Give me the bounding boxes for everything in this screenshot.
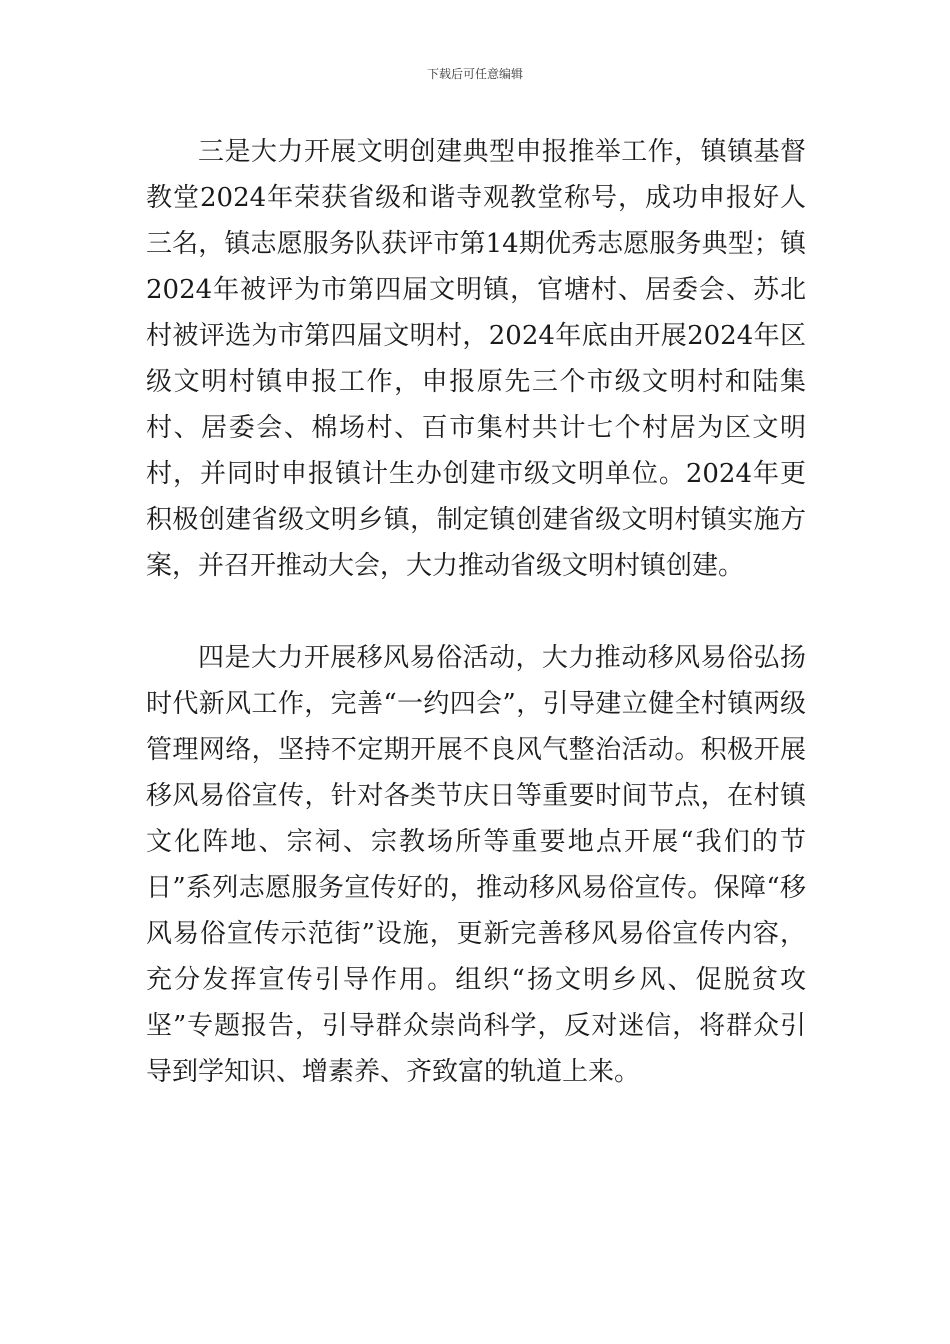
paragraph-customs-reform: 四是大力开展移风易俗活动，大力推动移风易俗弘扬时代新风工作，完善“一约四会”，引导建立健全村镇两级管理网络，坚持不定期开展不良风气整治活动。积极开展移风易俗宣传，针对各类节庆日等重要时间节点，在村镇文化阵地、宗祠、宗教场所等重要地点开展“我们的节日”系列志愿服务宣传好的，推动移风易俗宣传。保障“移风易俗宣传示范街”设施，更新完善移风易俗宣传内容，充分发挥宣传引导作用。组织“扬文明乡风、促脱贫攻坚”专题报告，引导群众崇尚科学，反对迷信，将群众引导到学知识、增素养、齐致富的轨道上来。 <box>146 643 806 1087</box>
header-note: 下载后可任意编辑 <box>426 67 523 81</box>
paragraph-civilization-creation: 三是大力开展文明创建典型申报推举工作，镇镇基督教堂2024年荣获省级和谐寺观教堂称号，成功申报好人三名，镇志愿服务队获评市第14期优秀志愿服务典型；镇2024年被评为市第四届文明镇，官塘村、居委会、苏北村被评选为市第四届文明村，2024年底由开展2024年区级文明村镇申报工作，申报原先三个市级文明村和陆集村、居委会、棉场村、百市集村共计七个村居为区文明村，并同时申报镇计生办创建市级文明单位。2024年更积极创建省级文明乡镇，制定镇创建省级文明村镇实施方案，并召开推动大会，大力推动省级文明村镇创建。 <box>146 137 806 581</box>
document-body <box>146 129 806 1095</box>
